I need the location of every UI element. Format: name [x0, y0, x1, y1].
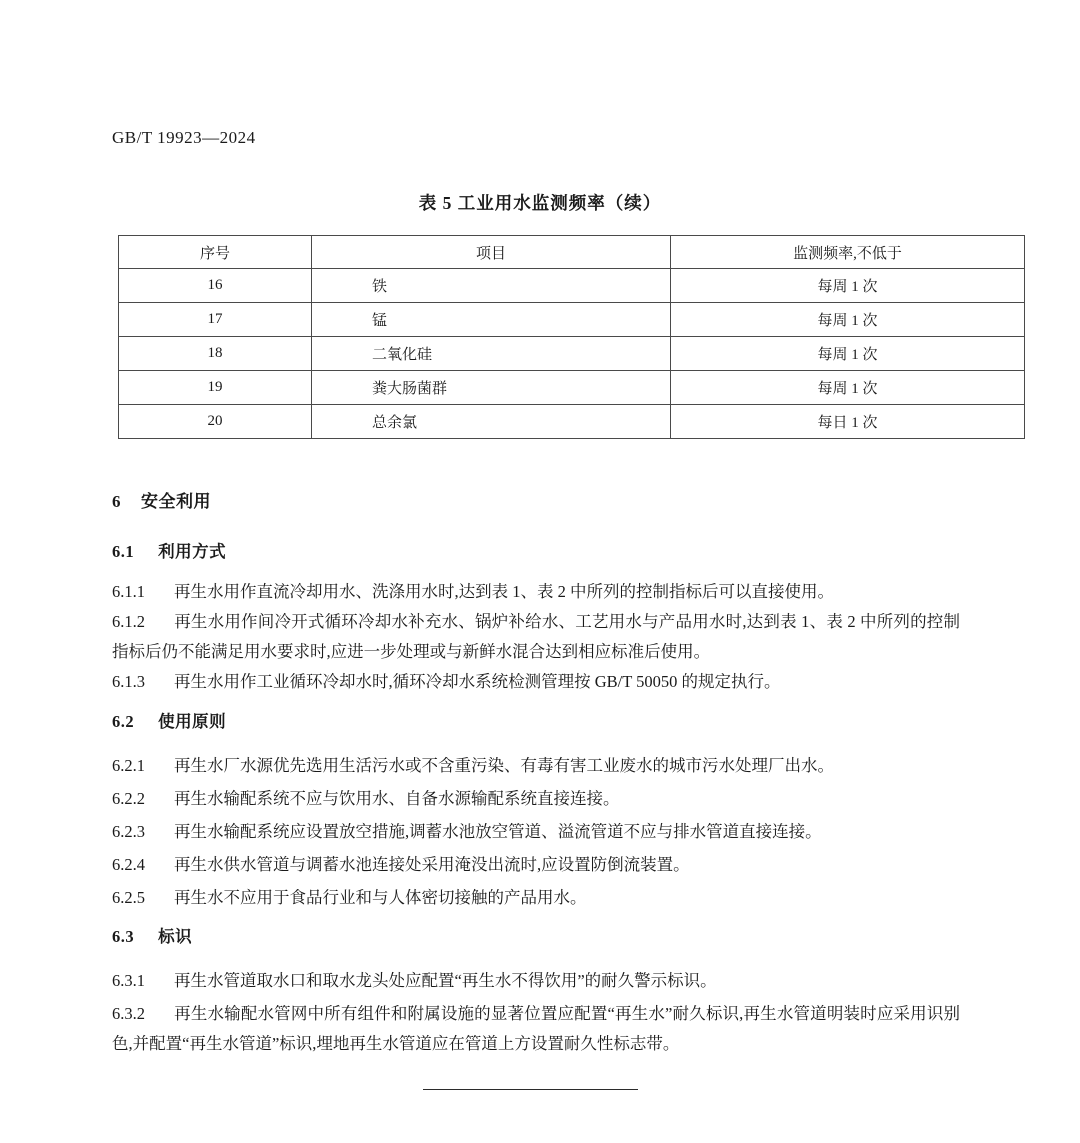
cell-item: 铁 [312, 269, 671, 303]
paragraph-number: 6.1.2 [112, 612, 145, 631]
paragraph-text: 再生水用作间冷开式循环冷却水补充水、锅炉补给水、工艺用水与产品用水时,达到表 1、表 2 中所列的控制指标后仍不能满足用水要求时,应进一步处理或与新鲜水混合达到相应标准后使用。 [112, 612, 960, 661]
table-header [119, 236, 1025, 269]
cell-frequency: 每日 1 次 [671, 405, 1025, 439]
paragraph-6-2-2 [112, 784, 960, 814]
paragraph-text: 再生水厂水源优先选用生活污水或不含重污染、有毒有害工业废水的城市污水处理厂出水。 [174, 756, 834, 775]
paragraph-6-1-3 [112, 667, 960, 697]
paragraph-number: 6.3.2 [112, 1004, 145, 1023]
footer-divider [423, 1089, 638, 1090]
section-heading-6 [112, 487, 211, 512]
paragraph-text: 再生水输配水管网中所有组件和附属设施的显著位置应配置“再生水”耐久标识,再生水管道明装时应采用识别色,并配置“再生水管道”标识,埋地再生水管道应在管道上方设置耐久性标志带。 [112, 1004, 960, 1053]
table-row [119, 303, 1025, 337]
table-row [119, 371, 1025, 405]
paragraph-6-3-1 [112, 966, 960, 996]
column-header-frequency: 监测频率,不低于 [671, 236, 1025, 269]
section-title: 使用原则 [158, 712, 227, 731]
cell-item: 锰 [312, 303, 671, 337]
paragraph-6-2-4 [112, 850, 960, 880]
cell-no: 16 [119, 269, 312, 303]
paragraph-number: 6.2.5 [112, 888, 145, 907]
cell-no: 18 [119, 337, 312, 371]
paragraph-number: 6.2.3 [112, 822, 145, 841]
section-number: 6 [112, 492, 121, 511]
section-heading-6-2 [112, 708, 226, 732]
cell-item: 总余氯 [312, 405, 671, 439]
section-number: 6.2 [112, 712, 135, 731]
column-header-no: 序号 [119, 236, 312, 269]
standard-number: GB/T 19923—2024 [112, 128, 256, 147]
cell-frequency: 每周 1 次 [671, 269, 1025, 303]
section-title: 标识 [158, 927, 193, 946]
paragraph-text: 再生水不应用于食品行业和与人体密切接触的产品用水。 [174, 888, 587, 907]
paragraph-text: 再生水输配系统不应与饮用水、自备水源输配系统直接连接。 [174, 789, 620, 808]
section-heading-6-1 [112, 538, 226, 562]
paragraph-number: 6.2.1 [112, 756, 145, 775]
table-header-row [119, 236, 1025, 269]
paragraph-number: 6.1.1 [112, 582, 145, 601]
paragraph-6-1-2 [112, 607, 960, 667]
paragraph-6-2-3 [112, 817, 960, 847]
paragraph-text: 再生水输配系统应设置放空措施,调蓄水池放空管道、溢流管道不应与排水管道直接连接。 [174, 822, 822, 841]
monitoring-frequency-table [118, 235, 1025, 439]
paragraph-number: 6.3.1 [112, 971, 145, 990]
table-row [119, 269, 1025, 303]
paragraph-6-2-5 [112, 883, 960, 913]
paragraph-text: 再生水管道取水口和取水龙头处应配置“再生水不得饮用”的耐久警示标识。 [174, 971, 717, 990]
paragraph-6-2-1 [112, 751, 960, 781]
cell-frequency: 每周 1 次 [671, 303, 1025, 337]
paragraph-text: 再生水用作工业循环冷却水时,循环冷却水系统检测管理按 GB/T 50050 的规定执行。 [174, 672, 781, 691]
paragraph-number: 6.2.4 [112, 855, 145, 874]
table-row [119, 337, 1025, 371]
cell-frequency: 每周 1 次 [671, 337, 1025, 371]
cell-item: 二氧化硅 [312, 337, 671, 371]
section-title: 安全利用 [141, 492, 211, 511]
table-title: 表 5 工业用水监测频率（续） [418, 193, 662, 213]
paragraph-number: 6.2.2 [112, 789, 145, 808]
column-header-item: 项目 [312, 236, 671, 269]
section-title: 利用方式 [158, 542, 227, 561]
cell-item: 粪大肠菌群 [312, 371, 671, 405]
cell-no: 20 [119, 405, 312, 439]
section-heading-6-3 [112, 923, 192, 947]
section-number: 6.3 [112, 927, 135, 946]
paragraph-number: 6.1.3 [112, 672, 145, 691]
table-row [119, 405, 1025, 439]
cell-no: 19 [119, 371, 312, 405]
paragraph-text: 再生水供水管道与调蓄水池连接处采用淹没出流时,应设置防倒流装置。 [174, 855, 690, 874]
paragraph-text: 再生水用作直流冷却用水、洗涤用水时,达到表 1、表 2 中所列的控制指标后可以直接使用。 [174, 582, 834, 601]
paragraph-6-3-2 [112, 999, 960, 1059]
section-number: 6.1 [112, 542, 135, 561]
table-body [119, 269, 1025, 439]
cell-no: 17 [119, 303, 312, 337]
paragraph-6-1-1 [112, 577, 960, 607]
cell-frequency: 每周 1 次 [671, 371, 1025, 405]
